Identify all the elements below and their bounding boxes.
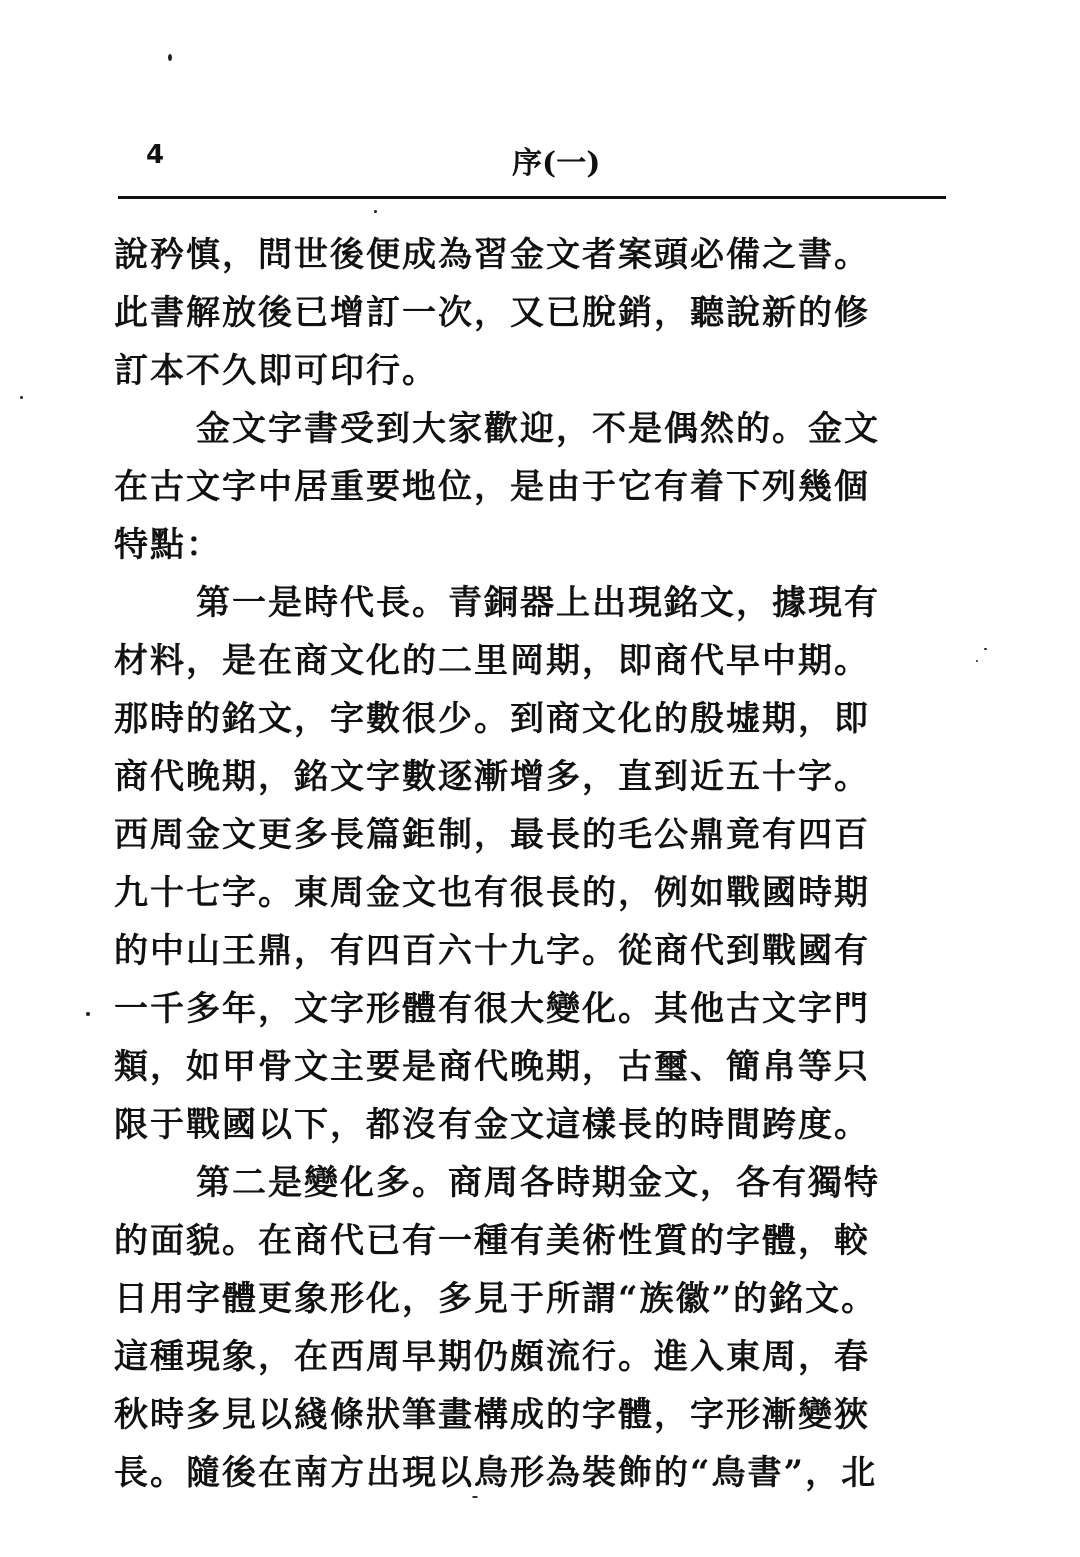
paragraph-start-line: 金文字書受到大家歡迎，不是偶然的。金文	[196, 409, 880, 449]
page-header	[118, 132, 946, 192]
text-line: 這種現象，在西周早期仍頗流行。進入東周，春	[114, 1337, 870, 1377]
scan-speck	[984, 648, 987, 650]
scan-speck	[86, 1012, 90, 1016]
text-line: 訂本不久即可印行。	[114, 351, 438, 391]
text-line: 九十七字。東周金文也有很長的，例如戰國時期	[114, 873, 870, 913]
page-number: 4	[146, 140, 165, 170]
text-line: 商代晚期，銘文字數逐漸增多，直到近五十字。	[114, 757, 870, 797]
text-line: 說矜慎，問世後便成為習金文者案頭必備之書。	[114, 235, 870, 275]
paragraph-start-line: 第一是時代長。青銅器上出現銘文，據現有	[196, 583, 880, 623]
header-rule	[118, 196, 946, 199]
text-line: 限于戰國以下，都沒有金文這樣長的時間跨度。	[114, 1105, 870, 1145]
paragraph-start-line: 第二是變化多。商周各時期金文，各有獨特	[196, 1163, 880, 1203]
text-line: 一千多年，文字形體有很大變化。其他古文字門	[114, 989, 870, 1029]
text-line: 長。隨後在南方出現以鳥形為裝飾的“鳥書”，北	[114, 1453, 878, 1493]
text-line: 那時的銘文，字數很少。到商文化的殷墟期，即	[114, 699, 870, 739]
text-line: 特點：	[114, 525, 222, 565]
scan-speck	[168, 54, 172, 61]
text-line: 材料，是在商文化的二里岡期，即商代早中期。	[114, 641, 870, 681]
text-line: 在古文字中居重要地位，是由于它有着下列幾個	[114, 467, 870, 507]
scan-speck	[374, 210, 377, 213]
body-text	[114, 226, 946, 1502]
text-line: 的中山王鼎，有四百六十九字。從商代到戰國有	[114, 931, 870, 971]
running-title: 序(一)	[512, 146, 601, 181]
text-line: 西周金文更多長篇鉅制，最長的毛公鼎竟有四百	[114, 815, 870, 855]
scan-speck	[20, 396, 23, 399]
text-line: 秋時多見以綫條狀筆畫構成的字體，字形漸變狹	[114, 1395, 870, 1435]
scan-speck	[976, 660, 978, 662]
text-line: 類，如甲骨文主要是商代晚期，古璽、簡帛等只	[114, 1047, 870, 1087]
text-line: 此書解放後已增訂一次，又已脫銷，聽說新的修	[114, 293, 870, 333]
text-line: 日用字體更象形化，多見于所謂“族徽”的銘文。	[114, 1279, 878, 1319]
text-line: 的面貌。在商代已有一種有美術性質的字體，較	[114, 1221, 870, 1261]
